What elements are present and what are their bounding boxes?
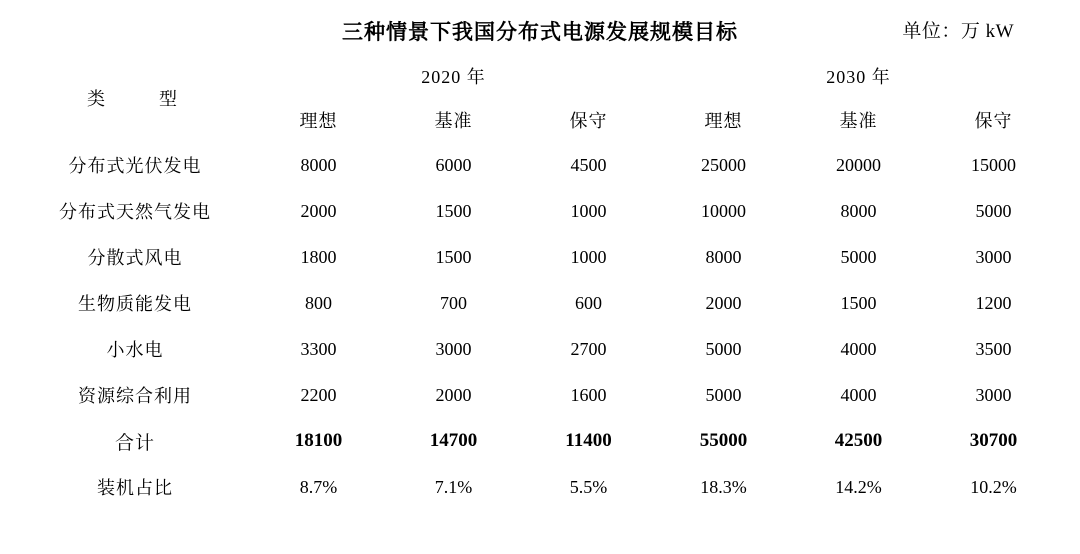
table-row: [19, 372, 1061, 418]
cell-value: 20000: [836, 154, 881, 175]
cell-value: 4500: [570, 154, 607, 175]
cell-value: 1000: [570, 200, 607, 221]
cell-value: 1200: [975, 292, 1012, 313]
cell-value: 2200: [300, 384, 337, 405]
table-row: [19, 234, 1061, 280]
title-row: [18, 0, 1062, 54]
row-label: 小水电: [106, 340, 164, 360]
row-label: 分布式光伏发电: [68, 156, 202, 176]
cell-value: 14.2%: [835, 476, 882, 497]
cell-value: 1500: [840, 292, 877, 313]
cell-value: 18.3%: [700, 476, 747, 497]
header-scenario-2020-conservative: 保守: [569, 111, 608, 131]
cell-value: 55000: [699, 430, 748, 451]
row-label: 资源综合利用: [78, 386, 192, 406]
cell-value: 3000: [975, 384, 1012, 405]
cell-value: 3500: [975, 338, 1012, 359]
cell-value: 1500: [435, 200, 472, 221]
cell-value: 14700: [429, 430, 478, 451]
header-scenario-2030-base: 基准: [839, 111, 878, 131]
cell-value: 5000: [705, 338, 742, 359]
header-year-2030: 2030 年: [826, 67, 891, 87]
cell-value: 42500: [834, 430, 883, 451]
header-row-years: [19, 54, 1061, 98]
cell-value: 8000: [300, 154, 337, 175]
table-row: [19, 280, 1061, 326]
cell-value: 1500: [435, 246, 472, 267]
cell-value: 5000: [840, 246, 877, 267]
row-label: 分布式天然气发电: [59, 202, 211, 222]
cell-value: 600: [575, 292, 602, 313]
cell-value: 15000: [971, 154, 1016, 175]
cell-value: 2700: [570, 338, 607, 359]
cell-value: 3300: [300, 338, 337, 359]
cell-value: 10.2%: [970, 476, 1017, 497]
cell-value: 8.7%: [299, 476, 338, 497]
unit-label: 单位：万 kW: [902, 21, 1014, 42]
header-scenario-2020-base: 基准: [434, 111, 473, 131]
cell-value: 1600: [570, 384, 607, 405]
distributed-energy-table: [19, 54, 1061, 510]
row-label: 装机占比: [97, 478, 173, 498]
page-title: 三种情景下我国分布式电源发展规模目标: [342, 20, 738, 44]
cell-value: 5000: [975, 200, 1012, 221]
cell-value: 10000: [701, 200, 746, 221]
cell-value: 8000: [840, 200, 877, 221]
cell-value: 8000: [705, 246, 742, 267]
cell-value: 4000: [840, 384, 877, 405]
cell-value: 4000: [840, 338, 877, 359]
cell-value: 700: [440, 292, 467, 313]
header-type: 类 型: [87, 89, 183, 109]
cell-value: 30700: [969, 430, 1018, 451]
cell-value: 6000: [435, 154, 472, 175]
cell-value: 25000: [701, 154, 746, 175]
table-row: [19, 142, 1061, 188]
cell-value: 7.1%: [434, 476, 473, 497]
table-row: [19, 188, 1061, 234]
cell-value: 11400: [565, 430, 612, 451]
row-label: 生物质能发电: [78, 294, 192, 314]
header-year-2020: 2020 年: [421, 67, 486, 87]
header-scenario-2030-conservative: 保守: [974, 111, 1013, 131]
cell-value: 3000: [975, 246, 1012, 267]
table-header: [19, 54, 1061, 142]
cell-value: 800: [305, 292, 332, 313]
table-row: [19, 326, 1061, 372]
cell-value: 3000: [435, 338, 472, 359]
table-body: [19, 142, 1061, 510]
row-label: 分散式风电: [87, 248, 183, 268]
header-scenario-2020-ideal: 理想: [299, 111, 338, 131]
header-scenario-2030-ideal: 理想: [704, 111, 743, 131]
row-label: 合计: [114, 432, 155, 454]
cell-value: 2000: [435, 384, 472, 405]
cell-value: 2000: [705, 292, 742, 313]
cell-value: 1800: [300, 246, 337, 267]
cell-value: 5.5%: [569, 476, 608, 497]
cell-value: 2000: [300, 200, 337, 221]
cell-value: 1000: [570, 246, 607, 267]
table-row-share: [19, 464, 1061, 510]
cell-value: 18100: [294, 430, 343, 451]
cell-value: 5000: [705, 384, 742, 405]
table-row-total: [19, 418, 1061, 464]
